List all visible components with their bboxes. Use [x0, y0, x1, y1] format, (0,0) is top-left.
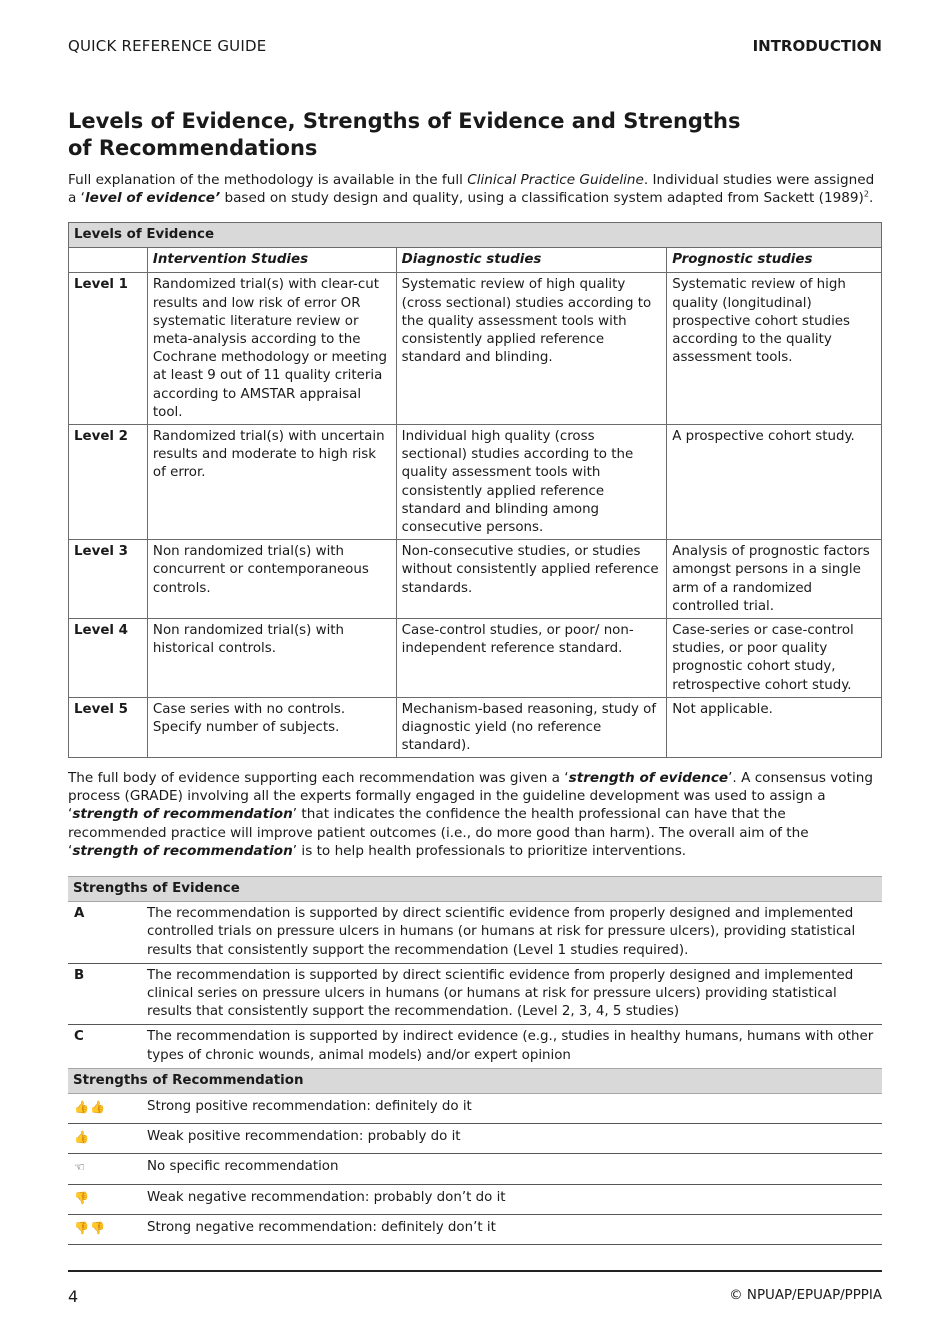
body2-bold-2: strength of recommendation — [72, 806, 293, 823]
body2-text-3: ’ that indicates the confidence the health professional can have that the recommended practice will improve patient outcomes (i.e., do more good than harm). The overall aim of the ‘ — [68, 806, 809, 859]
recommendation-description: Weak negative recommendation: probably don’t do it — [142, 1184, 882, 1214]
evidence-grade: C — [74, 1029, 84, 1045]
running-header-left: QUICK REFERENCE GUIDE — [68, 37, 267, 55]
evidence-description: The recommendation is supported by direct scientific evidence from properly designed and implemented clinical series on pressure ulcers in humans (or humans at risk for pressure ulcers) providing statistical results that consistently support the recommendation. (Level 2, 3, 4, 5 studies) — [142, 963, 882, 1025]
intervention-cell: Non randomized trial(s) with historical controls. — [147, 619, 396, 698]
evidence-grade: A — [68, 902, 142, 964]
level-label: Level 1 — [69, 273, 148, 425]
body2-text-2: ’. A consensus voting process (GRADE) involving all the experts formally engaged in the guideline development was used to assign a ‘ — [68, 770, 873, 823]
prognostic-cell: Case-series or case-control studies, or poor quality prognostic cohort study, retrospective cohort study. — [667, 619, 882, 698]
evidence-description: The recommendation is supported by direct scientific evidence from properly designed and implemented controlled trials on pressure ulcers in humans (or humans at risk for pressure ulcers), providing statistical results that consistently support the recommendation (Level 1 studies required). — [142, 902, 882, 964]
prognostic-cell: A prospective cohort study. — [667, 425, 882, 540]
diagnostic-cell: Systematic review of high quality (cross sectional) studies according to the quality assessment tools with consistently applied reference standard and blinding. — [396, 273, 667, 425]
recommendation-description: No specific recommendation — [142, 1154, 882, 1184]
body2-text-1: The full body of evidence supporting each recommendation was given a ‘ — [68, 770, 569, 786]
copyright-notice: © NPUAP/EPUAP/PPPIA — [729, 1288, 882, 1303]
diagnostic-cell: Individual high quality (cross sectional) studies according to the quality assessment tools with consistently applied reference standard and blinding among consecutive persons. — [396, 425, 667, 540]
two-thumbs-down-icon: 👎👎 — [74, 1220, 106, 1235]
level-row — [69, 425, 882, 540]
prognostic-cell: Analysis of prognostic factors amongst persons in a single arm of a randomized controlled trial. — [667, 540, 882, 619]
evidence-row — [68, 963, 882, 1025]
recommendation-row — [68, 1094, 882, 1124]
thumb-up-icon: 👍 — [74, 1130, 90, 1145]
evidence-row — [68, 902, 882, 964]
recommendation-description: Strong negative recommendation: definitely don’t it — [142, 1214, 882, 1244]
levels-corner-cell — [69, 248, 148, 273]
evidence-description: The recommendation is supported by indirect evidence (e.g., studies in healthy humans, humans with other types of chronic wounds, animal models) and/or expert opinion — [147, 1029, 874, 1063]
strength-explanation-paragraph — [68, 769, 882, 860]
evidence-row — [68, 1025, 882, 1068]
intro-paragraph — [68, 171, 882, 207]
level-label: Level 5 — [69, 697, 148, 758]
intervention-cell: Randomized trial(s) with clear-cut results and low risk of error OR systematic literature review or meta-analysis according to the Cochrane methodology or meeting at least 9 out of 11 quality criteria according to AMSTAR appraisal tool. — [147, 273, 396, 425]
recommendation-row — [68, 1154, 882, 1184]
evidence-grade: B — [68, 963, 142, 1025]
level-label: Level 4 — [69, 619, 148, 698]
column-header-intervention: Intervention Studies — [147, 248, 396, 273]
intervention-cell: Case series with no controls. Specify number of subjects. — [147, 697, 396, 758]
prognostic-cell: Not applicable. — [667, 697, 882, 758]
recommendation-row — [68, 1214, 882, 1244]
levels-of-evidence-table — [68, 222, 882, 758]
levels-table-heading: Levels of Evidence — [69, 223, 882, 248]
level-row — [69, 273, 882, 425]
recommendation-row — [68, 1184, 882, 1214]
column-header-diagnostic: Diagnostic studies — [396, 248, 667, 273]
intro-text-2: . Individual studies were assigned a ‘ — [68, 172, 875, 207]
page-title: Levels of Evidence, Strengths of Evidence and Strengths of Recommendations — [68, 109, 741, 160]
recommendation-description: Weak positive recommendation: probably do it — [142, 1124, 882, 1154]
strengths-of-recommendation-heading: Strengths of Recommendation — [68, 1068, 882, 1093]
body2-text-4: ’ is to help health professionals to prioritize interventions. — [292, 842, 687, 859]
recommendation-row — [68, 1124, 882, 1154]
level-row — [69, 697, 882, 758]
footer-divider — [68, 1270, 882, 1272]
strengths-table — [68, 876, 882, 1245]
intro-text-1: Full explanation of the methodology is available in the full — [68, 172, 468, 188]
diagnostic-cell: Case-control studies, or poor/ non-independent reference standard. — [396, 619, 667, 698]
level-row — [69, 619, 882, 698]
two-thumbs-up-icon: 👍👍 — [74, 1100, 106, 1115]
body2-bold-3: strength of recommendation — [72, 842, 293, 859]
level-row — [69, 540, 882, 619]
level-label: Level 2 — [69, 425, 148, 540]
intervention-cell: Non randomized trial(s) with concurrent or contemporaneous controls. — [147, 540, 396, 619]
recommendation-description: Strong positive recommendation: definitely do it — [142, 1094, 882, 1124]
intro-footnote-ref: 2 — [863, 189, 869, 199]
thumb-down-icon: 👎 — [74, 1190, 90, 1205]
prognostic-cell: Systematic review of high quality (longitudinal) prospective cohort studies according to the quality assessment tools. — [667, 273, 882, 425]
intro-text-end: . — [868, 190, 874, 207]
intro-bold-term: level of evidence’ — [84, 190, 221, 207]
page-number: 4 — [68, 1287, 79, 1306]
strengths-of-evidence-heading: Strengths of Evidence — [68, 877, 882, 902]
running-header-right: INTRODUCTION — [752, 37, 882, 55]
diagnostic-cell: Mechanism-based reasoning, study of diagnostic yield (no reference standard). — [396, 697, 667, 758]
diagnostic-cell: Non-consecutive studies, or studies without consistently applied reference standards. — [396, 540, 667, 619]
column-header-prognostic: Prognostic studies — [667, 248, 882, 273]
intro-italic: Clinical Practice Guideline — [467, 172, 644, 188]
intro-text-3: based on study design and quality, using a classification system adapted from Sackett (1989) — [220, 190, 864, 207]
level-label: Level 3 — [69, 540, 148, 619]
intervention-cell: Randomized trial(s) with uncertain results and moderate to high risk of error. — [147, 425, 396, 540]
pointing-hand-icon: ☜ — [74, 1160, 86, 1175]
body2-bold-1: strength of evidence — [568, 770, 729, 786]
